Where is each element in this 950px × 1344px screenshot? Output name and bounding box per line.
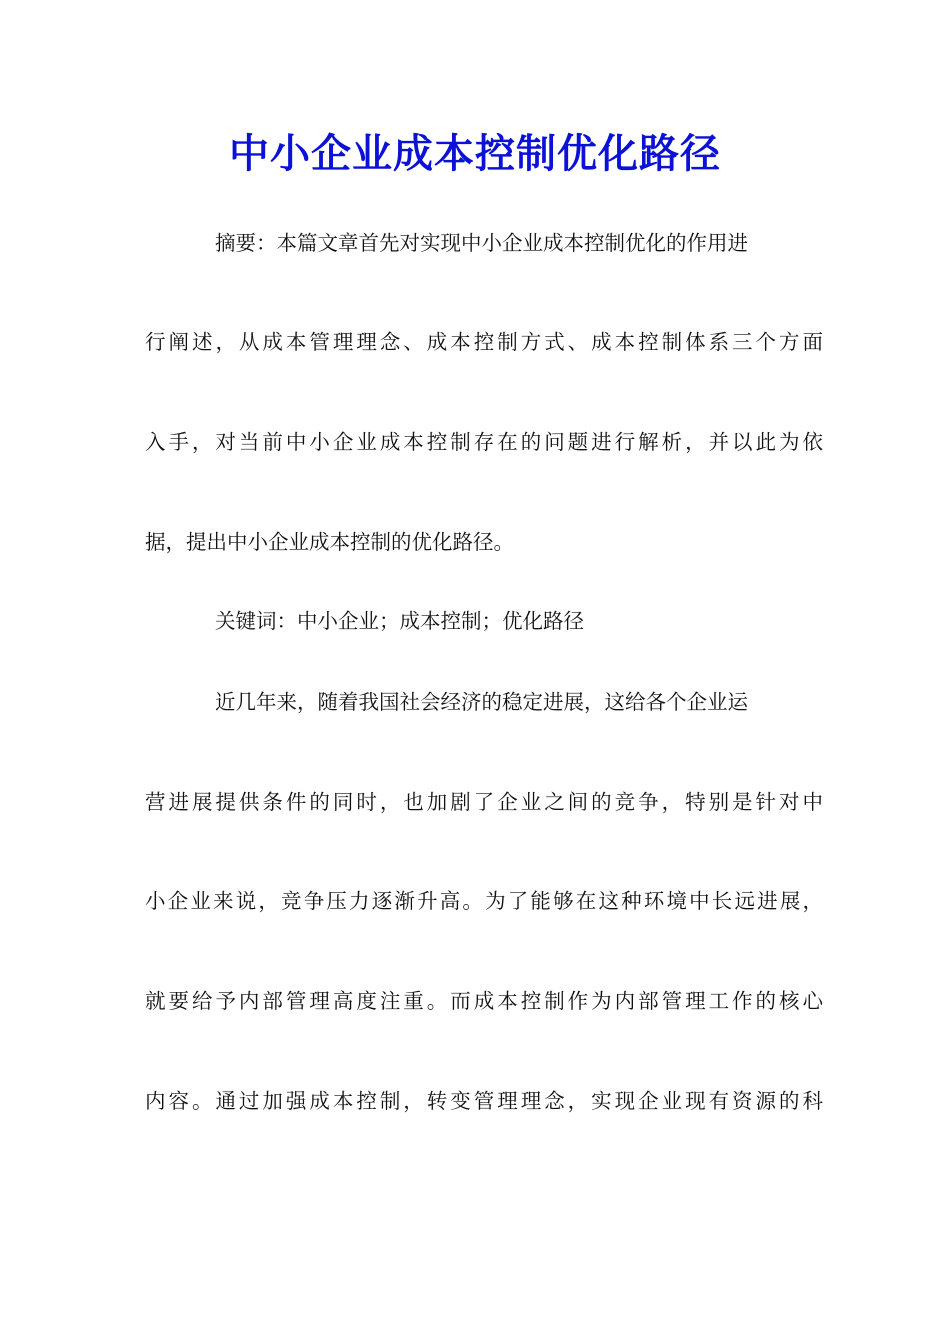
body-line: 营进展提供条件的同时，也加剧了企业之间的竞争，特别是针对中 (145, 790, 823, 814)
abstract-line: 摘要：本篇文章首先对实现中小企业成本控制优化的作用进 (215, 231, 748, 255)
abstract-line: 行阐述，从成本管理理念、成本控制方式、成本控制体系三个方面 (145, 330, 823, 354)
body-line: 就要给予内部管理高度注重。而成本控制作为内部管理工作的核心 (145, 989, 823, 1013)
body-line: 近几年来，随着我国社会经济的稳定进展，这给各个企业运 (215, 690, 748, 714)
keywords-line: 关键词：中小企业；成本控制；优化路径 (215, 609, 584, 633)
document-title: 中小企业成本控制优化路径 (229, 130, 721, 177)
abstract-line: 据，提出中小企业成本控制的优化路径。 (145, 530, 514, 554)
body-line: 小企业来说，竞争压力逐渐升高。为了能够在这种环境中长远进展， (145, 889, 823, 913)
body-line: 内容。通过加强成本控制，转变管理理念，实现企业现有资源的科 (145, 1089, 823, 1113)
abstract-line: 入手，对当前中小企业成本控制存在的问题进行解析，并以此为依 (145, 430, 823, 454)
